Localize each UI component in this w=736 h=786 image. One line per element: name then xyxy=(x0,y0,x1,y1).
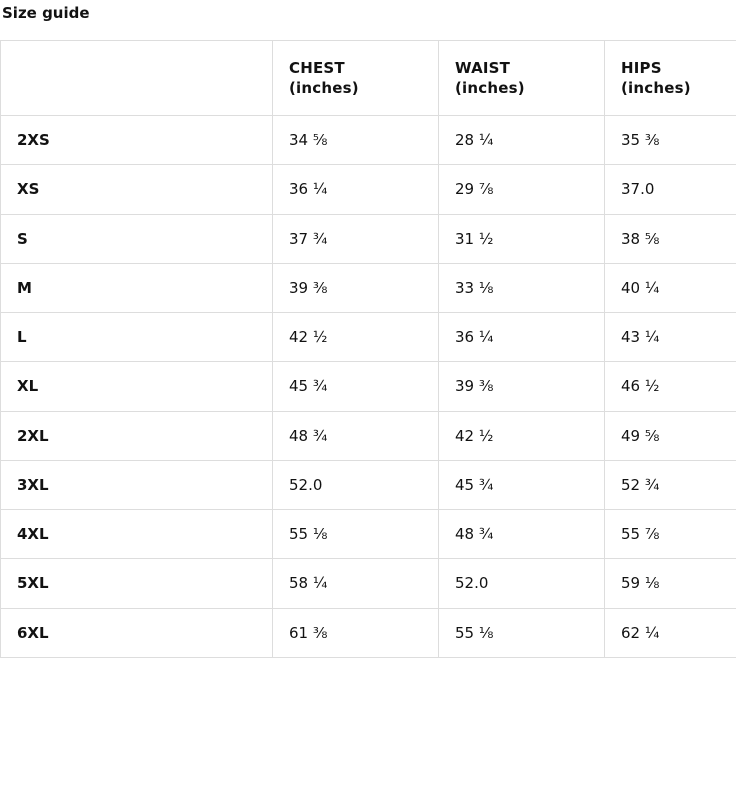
table-row xyxy=(1,214,736,263)
cell-chest: 37 ¾ xyxy=(273,214,439,263)
table-row xyxy=(1,362,736,411)
row-size-label: S xyxy=(1,214,273,263)
size-guide-table xyxy=(0,40,736,658)
column-header-chest-label: CHEST xyxy=(289,58,345,77)
row-size-label: 2XL xyxy=(1,411,273,460)
column-header-hips xyxy=(605,41,736,116)
column-header-waist-label: WAIST xyxy=(455,58,511,77)
cell-chest: 48 ¾ xyxy=(273,411,439,460)
cell-waist: 36 ¼ xyxy=(439,313,605,362)
cell-hips: 55 ⅞ xyxy=(605,510,736,559)
column-header-waist-unit: (inches) xyxy=(455,79,525,97)
cell-hips: 49 ⅝ xyxy=(605,411,736,460)
column-header-hips-unit: (inches) xyxy=(621,79,691,97)
row-size-label: 3XL xyxy=(1,460,273,509)
table-row xyxy=(1,116,736,165)
row-size-label: 2XS xyxy=(1,116,273,165)
cell-hips: 43 ¼ xyxy=(605,313,736,362)
cell-chest: 55 ⅛ xyxy=(273,510,439,559)
cell-hips: 38 ⅝ xyxy=(605,214,736,263)
cell-waist: 45 ¾ xyxy=(439,460,605,509)
cell-waist: 28 ¼ xyxy=(439,116,605,165)
row-size-label: L xyxy=(1,313,273,362)
cell-waist: 39 ⅜ xyxy=(439,362,605,411)
cell-chest: 36 ¼ xyxy=(273,165,439,214)
table-row xyxy=(1,165,736,214)
column-header-chest xyxy=(273,41,439,116)
table-row xyxy=(1,263,736,312)
column-header-size xyxy=(1,41,273,116)
table-body xyxy=(1,116,736,658)
cell-hips: 35 ⅜ xyxy=(605,116,736,165)
cell-waist: 48 ¾ xyxy=(439,510,605,559)
cell-hips: 40 ¼ xyxy=(605,263,736,312)
cell-waist: 29 ⅞ xyxy=(439,165,605,214)
table-header-row xyxy=(1,41,736,116)
table-row xyxy=(1,313,736,362)
cell-hips: 62 ¼ xyxy=(605,608,736,657)
cell-waist: 31 ½ xyxy=(439,214,605,263)
cell-chest: 39 ⅜ xyxy=(273,263,439,312)
column-header-hips-label: HIPS xyxy=(621,58,662,77)
page-title: Size guide xyxy=(2,4,90,22)
cell-waist: 33 ⅛ xyxy=(439,263,605,312)
table-row xyxy=(1,460,736,509)
table-row xyxy=(1,608,736,657)
cell-hips: 52 ¾ xyxy=(605,460,736,509)
cell-waist: 52.0 xyxy=(439,559,605,608)
cell-hips: 37.0 xyxy=(605,165,736,214)
row-size-label: 5XL xyxy=(1,559,273,608)
row-size-label: M xyxy=(1,263,273,312)
cell-hips: 46 ½ xyxy=(605,362,736,411)
cell-chest: 52.0 xyxy=(273,460,439,509)
cell-chest: 42 ½ xyxy=(273,313,439,362)
cell-chest: 58 ¼ xyxy=(273,559,439,608)
column-header-waist xyxy=(439,41,605,116)
row-size-label: 6XL xyxy=(1,608,273,657)
table-row xyxy=(1,559,736,608)
table-row xyxy=(1,411,736,460)
cell-chest: 45 ¾ xyxy=(273,362,439,411)
row-size-label: XL xyxy=(1,362,273,411)
table-header xyxy=(1,41,736,116)
table-row xyxy=(1,510,736,559)
cell-chest: 61 ⅜ xyxy=(273,608,439,657)
cell-hips: 59 ⅛ xyxy=(605,559,736,608)
column-header-chest-unit: (inches) xyxy=(289,79,359,97)
cell-waist: 55 ⅛ xyxy=(439,608,605,657)
cell-waist: 42 ½ xyxy=(439,411,605,460)
cell-chest: 34 ⅝ xyxy=(273,116,439,165)
row-size-label: XS xyxy=(1,165,273,214)
row-size-label: 4XL xyxy=(1,510,273,559)
